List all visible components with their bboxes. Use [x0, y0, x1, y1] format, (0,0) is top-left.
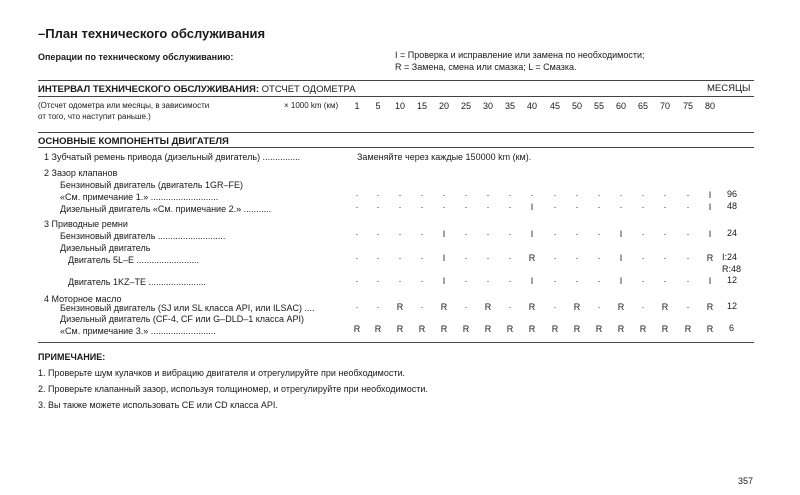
valve-petrol-dot: .: [530, 188, 534, 198]
km-column-10: 10: [394, 101, 405, 111]
item-valve-petrol-2: «См. примечание 1.» ...........................: [60, 192, 219, 202]
valve-diesel-dot: .: [486, 200, 490, 210]
belts-petrol-mark: I: [442, 229, 446, 239]
oil-petrol-dot: .: [597, 300, 601, 310]
note-1: 1. Проверьте шум кулачков и вибрацию двигателя и отрегулируйте при необходимости.: [38, 368, 406, 378]
item-oil-petrol: Бензиновый двигатель (SJ или SL класса API, или ILSAC) ....: [60, 303, 315, 313]
valve-petrol-dot: .: [420, 188, 424, 198]
oil-diesel-mark: R: [573, 324, 581, 334]
oil-diesel-mark: R: [418, 324, 426, 334]
belts-5le-dot: .: [663, 251, 667, 261]
valve-diesel-dot: .: [619, 200, 623, 210]
interval-label: ИНТЕРВАЛ ТЕХНИЧЕСКОГО ОБСЛУЖИВАНИЯ:: [38, 84, 259, 95]
belts-5le-dot: .: [486, 251, 490, 261]
km-column-15: 15: [416, 101, 427, 111]
valve-petrol-dot: .: [486, 188, 490, 198]
km-column-25: 25: [460, 101, 471, 111]
belts-1kzte-dot: .: [355, 274, 359, 284]
oil-petrol-dot: .: [553, 300, 557, 310]
item-oil-diesel-1: Дизельный двигатель (CF-4, CF или G–DLD–1 класса API): [60, 314, 305, 324]
belts-petrol-dot: .: [355, 227, 359, 237]
belts-1kzte-dot: .: [376, 274, 380, 284]
belts-petrol-dot: .: [508, 227, 512, 237]
belts-petrol-dot: .: [420, 227, 424, 237]
valve-petrol-dot: .: [442, 188, 446, 198]
valve-diesel-dot: .: [508, 200, 512, 210]
belts-petrol-dot: .: [464, 227, 468, 237]
divider-interval: [38, 96, 754, 97]
operations-label: Операции по техническому обслуживанию:: [38, 52, 234, 62]
belts-5le-months-1: I:24: [722, 252, 738, 262]
item-valve-label: 2 Зазор клапанов: [44, 168, 118, 178]
km-column-40: 40: [526, 101, 537, 111]
belts-5le-dot: .: [355, 251, 359, 261]
belts-1kzte-dot: .: [575, 274, 579, 284]
item-valve-petrol-1: Бензиновый двигатель (двигатель 1GR–FE): [60, 180, 244, 190]
oil-petrol-mark: R: [484, 302, 492, 312]
valve-petrol-dot: .: [619, 188, 623, 198]
notes-title: ПРИМЕЧАНИЕ:: [38, 352, 106, 362]
belts-petrol-dot: .: [553, 227, 557, 237]
valve-petrol-dot: .: [376, 188, 380, 198]
oil-petrol-dot: .: [355, 300, 359, 310]
oil-petrol-mark: R: [573, 302, 581, 312]
km-column-30: 30: [482, 101, 493, 111]
oil-diesel-mark: R: [396, 324, 404, 334]
oil-petrol-dot: .: [420, 300, 424, 310]
item-oil-label: 4 Моторное масло: [44, 294, 122, 304]
valve-petrol-months: 96: [727, 189, 738, 199]
km-column-5: 5: [375, 101, 381, 111]
valve-petrol-dot: .: [686, 188, 690, 198]
valve-petrol-dot: .: [553, 188, 557, 198]
note-3: 3. Вы также можете использовать CE или CD класса API.: [38, 400, 278, 410]
oil-petrol-mark: R: [528, 302, 536, 312]
valve-petrol-dot: .: [663, 188, 667, 198]
belts-petrol-dot: .: [686, 227, 690, 237]
oil-diesel-mark: R: [440, 324, 448, 334]
interval-header: [38, 84, 356, 95]
km-column-75: 75: [682, 101, 693, 111]
belts-5le-dot: .: [398, 251, 402, 261]
belts-1kzte-dot: .: [641, 274, 645, 284]
item-oil-diesel-2: «См. примечание 3.» ..........................: [60, 326, 216, 336]
oil-diesel-mark: R: [639, 324, 647, 334]
valve-diesel-mark: I: [708, 202, 712, 212]
belts-1kzte-dot: .: [553, 274, 557, 284]
page-title: –План технического обслуживания: [38, 26, 266, 41]
belts-1kzte-dot: .: [464, 274, 468, 284]
oil-diesel-mark: R: [706, 324, 714, 334]
valve-diesel-dot: .: [663, 200, 667, 210]
divider-section-bottom: [38, 147, 754, 148]
valve-petrol-dot: .: [464, 188, 468, 198]
item-timing-belt-text: Заменяйте через каждые 150000 km (км).: [357, 152, 532, 162]
belts-5le-dot: .: [508, 251, 512, 261]
oil-diesel-mark: R: [551, 324, 559, 334]
belts-1kzte-dot: .: [597, 274, 601, 284]
belts-1kzte-mark: I: [619, 276, 623, 286]
item-valve-diesel: Дизельный двигатель «См. примечание 2.» ...........: [60, 204, 272, 214]
belts-5le-dot: .: [376, 251, 380, 261]
oil-petrol-mark: R: [617, 302, 625, 312]
belts-petrol-dot: .: [376, 227, 380, 237]
belts-petrol-months: 24: [727, 228, 738, 238]
valve-diesel-dot: .: [464, 200, 468, 210]
oil-diesel-mark: R: [506, 324, 514, 334]
belts-5le-dot: .: [553, 251, 557, 261]
belts-petrol-dot: .: [398, 227, 402, 237]
belts-petrol-dot: .: [575, 227, 579, 237]
belts-5le-mark: R: [706, 253, 714, 263]
oil-diesel-mark: R: [353, 324, 361, 334]
belts-1kzte-dot: .: [420, 274, 424, 284]
belts-5le-months-2: R:48: [722, 264, 742, 274]
belts-1kzte-dot: .: [686, 274, 690, 284]
valve-diesel-dot: .: [686, 200, 690, 210]
belts-5le-dot: .: [597, 251, 601, 261]
belts-5le-dot: .: [420, 251, 424, 261]
belts-5le-dot: .: [464, 251, 468, 261]
belts-1kzte-dot: .: [508, 274, 512, 284]
km-column-50: 50: [571, 101, 582, 111]
divider-section: [38, 132, 754, 133]
belts-petrol-dot: .: [663, 227, 667, 237]
valve-diesel-dot: .: [355, 200, 359, 210]
valve-diesel-dot: .: [553, 200, 557, 210]
km-column-70: 70: [659, 101, 670, 111]
oil-petrol-mark: R: [661, 302, 669, 312]
valve-diesel-dot: .: [641, 200, 645, 210]
units-label: × 1000 km (км): [284, 101, 339, 110]
belts-1kzte-mark: I: [442, 276, 446, 286]
oil-diesel-mark: R: [661, 324, 669, 334]
divider-notes: [38, 342, 754, 343]
oil-petrol-mark: R: [440, 302, 448, 312]
oil-diesel-mark: R: [374, 324, 382, 334]
legend-line-1: I = Проверка и исправление или замена по необходимости;: [395, 50, 645, 60]
oil-petrol-dot: .: [464, 300, 468, 310]
oil-diesel-mark: R: [595, 324, 603, 334]
oil-petrol-dot: .: [376, 300, 380, 310]
valve-diesel-dot: .: [420, 200, 424, 210]
odometer-label: ОТСЧЕТ ОДОМЕТРА: [261, 84, 356, 95]
km-column-35: 35: [504, 101, 515, 111]
belts-petrol-mark: I: [619, 229, 623, 239]
oil-petrol-dot: .: [686, 300, 690, 310]
belts-1kzte-months: 12: [727, 275, 738, 285]
oil-diesel-months: 6: [729, 323, 735, 333]
item-belts-diesel: Дизельный двигатель: [60, 243, 151, 253]
belts-5le-dot: .: [641, 251, 645, 261]
oil-petrol-dot: .: [641, 300, 645, 310]
belts-petrol-mark: I: [708, 229, 712, 239]
km-column-80: 80: [704, 101, 715, 111]
belts-1kzte-dot: .: [663, 274, 667, 284]
divider-top: [38, 80, 754, 81]
valve-petrol-dot: .: [597, 188, 601, 198]
item-belts-1kzte: Двигатель 1KZ–TE .......................: [68, 277, 206, 287]
oil-diesel-mark: R: [617, 324, 625, 334]
km-column-65: 65: [637, 101, 648, 111]
belts-5le-dot: .: [686, 251, 690, 261]
months-header: МЕСЯЦЫ: [707, 83, 751, 94]
belts-5le-mark: I: [442, 253, 446, 263]
oil-diesel-mark: R: [462, 324, 470, 334]
oil-petrol-mark: R: [396, 302, 404, 312]
valve-diesel-dot: .: [597, 200, 601, 210]
oil-diesel-mark: R: [484, 324, 492, 334]
valve-petrol-dot: .: [575, 188, 579, 198]
oil-petrol-months: 12: [727, 301, 738, 311]
belts-1kzte-mark: I: [708, 276, 712, 286]
page-number: 357: [738, 476, 754, 486]
valve-diesel-dot: .: [575, 200, 579, 210]
oil-petrol-dot: .: [508, 300, 512, 310]
valve-petrol-dot: .: [641, 188, 645, 198]
km-column-1: 1: [354, 101, 360, 111]
item-belts-5le: Двигатель 5L–E .........................: [68, 255, 199, 265]
valve-petrol-dot: .: [355, 188, 359, 198]
oil-diesel-mark: R: [528, 324, 536, 334]
belts-petrol-dot: .: [597, 227, 601, 237]
valve-petrol-dot: .: [398, 188, 402, 198]
item-belts-petrol: Бензиновый двигатель ...........................: [60, 231, 226, 241]
km-column-55: 55: [593, 101, 604, 111]
belts-1kzte-dot: .: [398, 274, 402, 284]
valve-petrol-dot: .: [508, 188, 512, 198]
valve-diesel-dot: .: [442, 200, 446, 210]
item-timing-belt-label: 1 Зубчатый ремень привода (дизельный двигатель) ...............: [44, 152, 301, 162]
interval-note-2: от того, что наступит раньше.): [38, 112, 151, 121]
belts-5le-dot: .: [575, 251, 579, 261]
valve-diesel-mark: I: [530, 202, 534, 212]
belts-petrol-mark: I: [530, 229, 534, 239]
belts-1kzte-mark: I: [530, 276, 534, 286]
valve-petrol-mark: I: [708, 190, 712, 200]
belts-1kzte-dot: .: [486, 274, 490, 284]
oil-diesel-mark: R: [684, 324, 692, 334]
interval-note-1: (Отсчет одометра или месяцы, в зависимости: [38, 101, 210, 110]
valve-diesel-dot: .: [376, 200, 380, 210]
belts-5le-mark: R: [528, 253, 536, 263]
km-column-60: 60: [615, 101, 626, 111]
section-title: ОСНОВНЫЕ КОМПОНЕНТЫ ДВИГАТЕЛЯ: [38, 136, 229, 147]
km-column-20: 20: [438, 101, 449, 111]
valve-diesel-dot: .: [398, 200, 402, 210]
km-column-45: 45: [549, 101, 560, 111]
note-2: 2. Проверьте клапанный зазор, используя толщиномер, и отрегулируйте при необходимости.: [38, 384, 428, 394]
oil-petrol-mark: R: [706, 302, 714, 312]
belts-5le-mark: I: [619, 253, 623, 263]
valve-diesel-months: 48: [727, 201, 738, 211]
legend-line-2: R = Замена, смена или смазка; L = Смазка.: [395, 62, 577, 72]
belts-petrol-dot: .: [486, 227, 490, 237]
belts-petrol-dot: .: [641, 227, 645, 237]
item-belts-label: 3 Приводные ремни: [44, 219, 128, 229]
